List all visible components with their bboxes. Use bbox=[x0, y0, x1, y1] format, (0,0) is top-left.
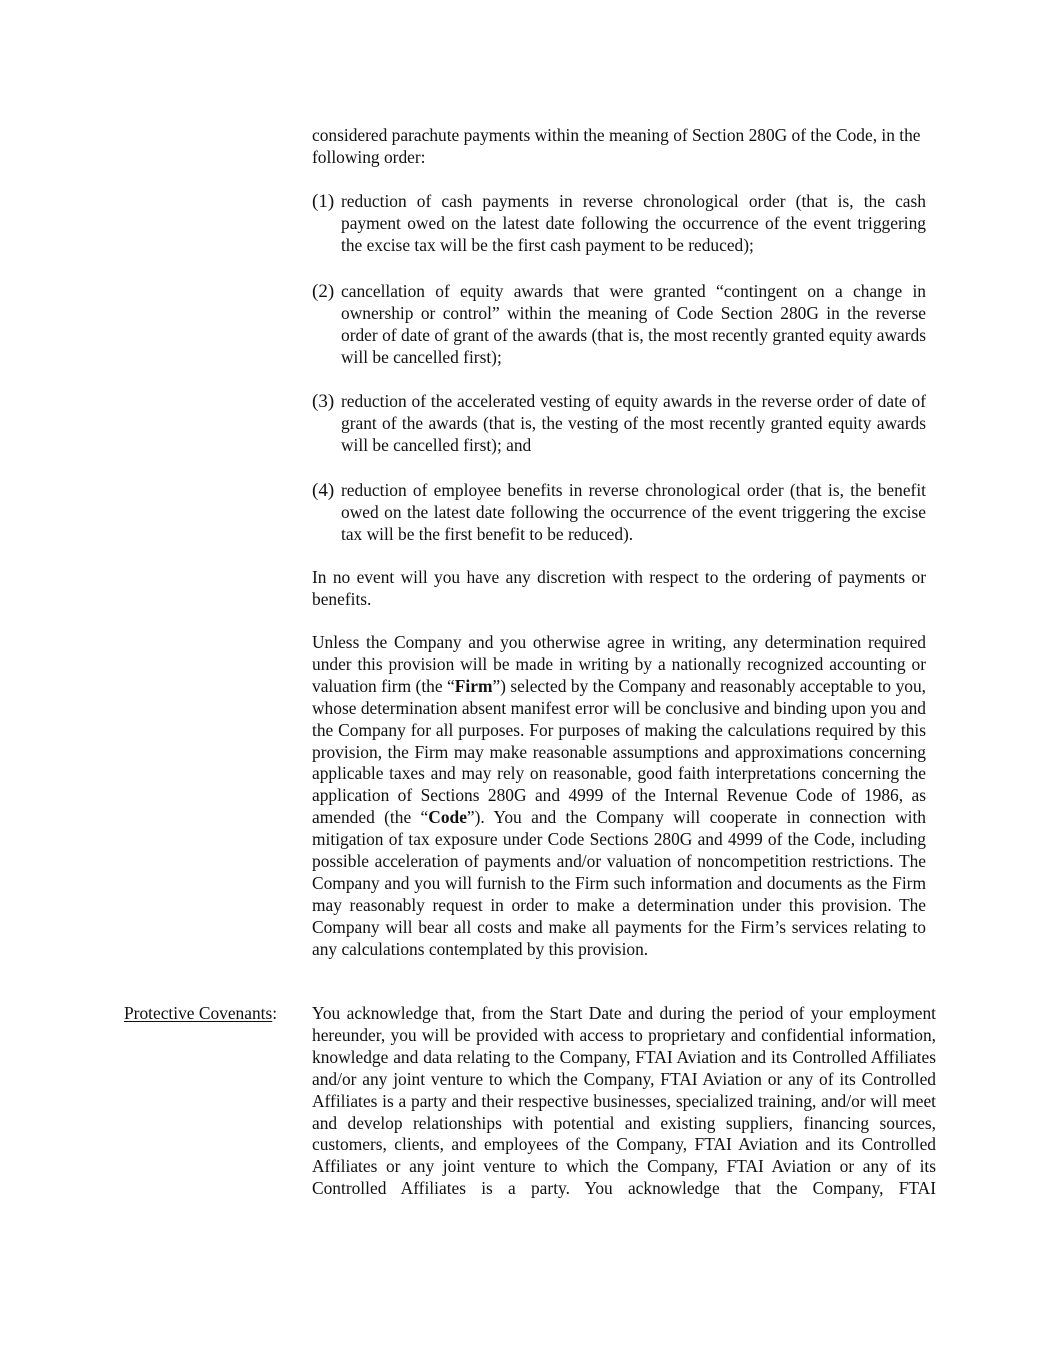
list-item-text: reduction of employee benefits in reverse chronological order (that is, the benefit owed on the latest date following the occurrence of the event triggering the excise tax will be the first benefit to be reduced). bbox=[341, 480, 926, 544]
intro-paragraph: considered parachute payments within the meaning of Section 280G of the Code, in the following order: bbox=[312, 125, 921, 167]
list-item-number: (2) bbox=[312, 281, 335, 302]
section-heading-colon: : bbox=[272, 1003, 278, 1023]
list-item-number: (3) bbox=[312, 391, 335, 412]
code-defined-term: Code bbox=[428, 807, 467, 828]
list-item-text: reduction of the accelerated vesting of equity awards in the reverse order of date of grant of the awards (that is, the vesting of the most recently granted equity awards will be cancelled first); and bbox=[341, 391, 926, 455]
protective-covenants-paragraph: You acknowledge that, from the Start Date and during the period of your employment hereunder, you will be provided with access to proprietary and confidential information, knowledge and data relating to the Company, FTAI Aviation and its Controlled Affiliates and/or any joint venture to which the Company, FTAI Aviation or any of its Controlled Affiliates is a party and their respective businesses, specialized training, and/or will meet and develop relationships with potential and existing suppliers, financing sources, customers, clients, and employees of the Company, FTAI Aviation and its Controlled Affiliates or any joint venture to which the Company, FTAI Aviation or any of its Controlled Affiliates is a party. You acknowledge that the Company, FTAI bbox=[312, 1003, 936, 1199]
list-item-text: cancellation of equity awards that were granted “contingent on a change in ownership or control” within the meaning of Code Section 280G in the reverse order of date of grant of the awards (that is, the most recently granted equity awards will be cancelled first); bbox=[341, 281, 926, 367]
list-item-text: reduction of cash payments in reverse chronological order (that is, the cash payment owed on the latest date following the occurrence of the event triggering the excise tax will be the first cash payment to be reduced); bbox=[341, 191, 926, 255]
discretion-paragraph: In no event will you have any discretion with respect to the ordering of payments or benefits. bbox=[312, 567, 926, 609]
section-heading-label: Protective Covenants bbox=[124, 1003, 273, 1023]
list-item-number: (4) bbox=[312, 480, 335, 501]
determination-paragraph bbox=[312, 632, 926, 961]
determination-text-part2: ”) selected by the Company and reasonably acceptable to you, whose determination absent manifest error will be conclusive and binding upon you and the Company for all purposes. For purposes of making the calculations required by this provision, the Firm may make reasonable assumptions and approximations concerning applicable taxes and may rely on reasonable, good faith interpretations concerning the application of Sections 280G and 4999 of the Internal Revenue Code of 1986, as amended (the “ bbox=[312, 675, 926, 828]
section-heading bbox=[124, 1003, 277, 1025]
list-item-number: (1) bbox=[312, 191, 335, 212]
determination-text-part3: ”). You and the Company will cooperate in connection with mitigation of tax exposure under Code Sections 280G and 4999 of the Code, including possible acceleration of payments and/or valuation of noncompetition restrictions. The Company and you will furnish to the Firm such information and documents as the Firm may reasonably request in order to make a determination under this provision. The Company will bear all costs and make all payments for the Firm’s services relating to any calculations contemplated by this provision. bbox=[312, 807, 926, 959]
firm-defined-term: Firm bbox=[454, 675, 493, 696]
determination-text-part1: Unless the Company and you otherwise agree in writing, any determination required under this provision will be made in writing by a nationally recognized accounting or valuation firm (the “ bbox=[312, 632, 926, 696]
